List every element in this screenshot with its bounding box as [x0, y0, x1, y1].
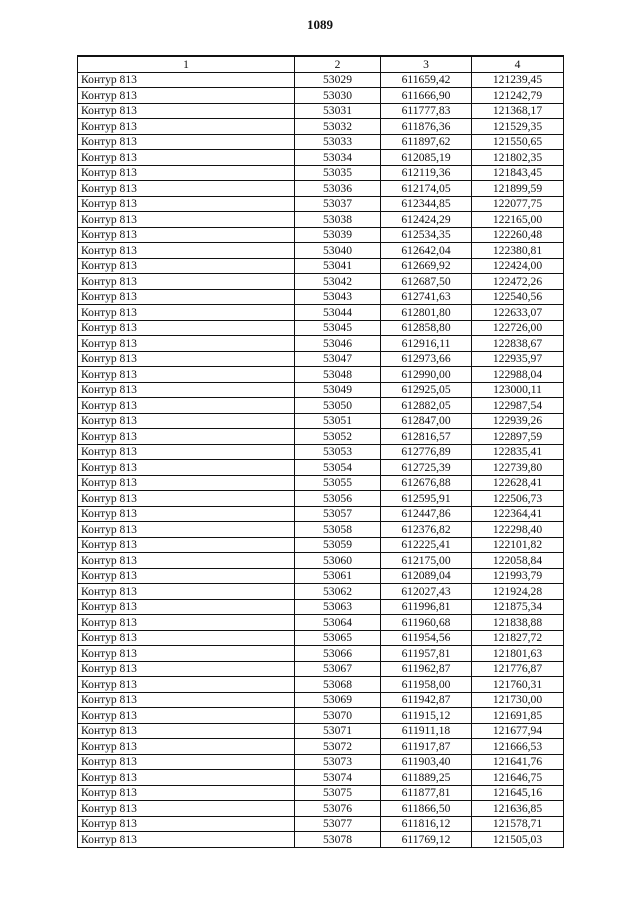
x-coordinate-cell: 612642,04	[381, 243, 472, 259]
x-coordinate-cell: 611777,83	[381, 103, 472, 119]
x-coordinate-cell: 612089,04	[381, 568, 472, 584]
y-coordinate-cell: 122380,81	[472, 243, 564, 259]
y-coordinate-cell: 121802,35	[472, 150, 564, 166]
contour-name-cell: Контур 813	[78, 754, 295, 770]
x-coordinate-cell: 611866,50	[381, 801, 472, 817]
column-header-3: 3	[381, 56, 472, 72]
contour-name-cell: Контур 813	[78, 382, 295, 398]
table-row	[78, 88, 564, 104]
table-row	[78, 537, 564, 553]
table-row	[78, 723, 564, 739]
x-coordinate-cell: 612687,50	[381, 274, 472, 290]
contour-name-cell: Контур 813	[78, 832, 295, 848]
x-coordinate-cell: 612175,00	[381, 553, 472, 569]
contour-name-cell: Контур 813	[78, 103, 295, 119]
x-coordinate-cell: 611666,90	[381, 88, 472, 104]
y-coordinate-cell: 121760,31	[472, 677, 564, 693]
point-number-cell: 53058	[295, 522, 381, 538]
table-header	[78, 56, 564, 72]
x-coordinate-cell: 612085,19	[381, 150, 472, 166]
x-coordinate-cell: 612225,41	[381, 537, 472, 553]
table-row	[78, 320, 564, 336]
table-row	[78, 801, 564, 817]
x-coordinate-cell: 612847,00	[381, 413, 472, 429]
contour-name-cell: Контур 813	[78, 491, 295, 507]
y-coordinate-cell: 121645,16	[472, 785, 564, 801]
x-coordinate-cell: 612858,80	[381, 320, 472, 336]
table-row	[78, 491, 564, 507]
table-row	[78, 351, 564, 367]
table-row	[78, 196, 564, 212]
x-coordinate-cell: 612344,85	[381, 196, 472, 212]
y-coordinate-cell: 122424,00	[472, 258, 564, 274]
table-row	[78, 367, 564, 383]
contour-name-cell: Контур 813	[78, 351, 295, 367]
y-coordinate-cell: 122506,73	[472, 491, 564, 507]
y-coordinate-cell: 121242,79	[472, 88, 564, 104]
point-number-cell: 53067	[295, 661, 381, 677]
x-coordinate-cell: 612816,57	[381, 429, 472, 445]
y-coordinate-cell: 121776,87	[472, 661, 564, 677]
contour-name-cell: Контур 813	[78, 398, 295, 414]
point-number-cell: 53061	[295, 568, 381, 584]
y-coordinate-cell: 121666,53	[472, 739, 564, 755]
table-row	[78, 336, 564, 352]
contour-name-cell: Контур 813	[78, 615, 295, 631]
coordinates-table	[77, 55, 564, 848]
point-number-cell: 53047	[295, 351, 381, 367]
x-coordinate-cell: 612424,29	[381, 212, 472, 228]
contour-name-cell: Контур 813	[78, 336, 295, 352]
point-number-cell: 53074	[295, 770, 381, 786]
x-coordinate-cell: 612595,91	[381, 491, 472, 507]
point-number-cell: 53038	[295, 212, 381, 228]
y-coordinate-cell: 122987,54	[472, 398, 564, 414]
point-number-cell: 53059	[295, 537, 381, 553]
table-body	[78, 72, 564, 847]
y-coordinate-cell: 122058,84	[472, 553, 564, 569]
point-number-cell: 53042	[295, 274, 381, 290]
y-coordinate-cell: 122472,26	[472, 274, 564, 290]
contour-name-cell: Контур 813	[78, 692, 295, 708]
point-number-cell: 53053	[295, 444, 381, 460]
table-row	[78, 165, 564, 181]
x-coordinate-cell: 611942,87	[381, 692, 472, 708]
y-coordinate-cell: 121924,28	[472, 584, 564, 600]
contour-name-cell: Контур 813	[78, 88, 295, 104]
y-coordinate-cell: 121641,76	[472, 754, 564, 770]
contour-name-cell: Контур 813	[78, 522, 295, 538]
point-number-cell: 53076	[295, 801, 381, 817]
point-number-cell: 53078	[295, 832, 381, 848]
point-number-cell: 53029	[295, 72, 381, 88]
y-coordinate-cell: 121239,45	[472, 72, 564, 88]
table-row	[78, 398, 564, 414]
y-coordinate-cell: 122077,75	[472, 196, 564, 212]
point-number-cell: 53057	[295, 506, 381, 522]
point-number-cell: 53032	[295, 119, 381, 135]
point-number-cell: 53049	[295, 382, 381, 398]
y-coordinate-cell: 121368,17	[472, 103, 564, 119]
contour-name-cell: Контур 813	[78, 646, 295, 662]
table-row	[78, 832, 564, 848]
table-row	[78, 212, 564, 228]
y-coordinate-cell: 122101,82	[472, 537, 564, 553]
table-row	[78, 243, 564, 259]
contour-name-cell: Контур 813	[78, 72, 295, 88]
table-row	[78, 227, 564, 243]
point-number-cell: 53052	[295, 429, 381, 445]
point-number-cell: 53044	[295, 305, 381, 321]
y-coordinate-cell: 122838,67	[472, 336, 564, 352]
x-coordinate-cell: 612119,36	[381, 165, 472, 181]
x-coordinate-cell: 611903,40	[381, 754, 472, 770]
point-number-cell: 53077	[295, 816, 381, 832]
y-coordinate-cell: 122988,04	[472, 367, 564, 383]
x-coordinate-cell: 611962,87	[381, 661, 472, 677]
contour-name-cell: Контур 813	[78, 568, 295, 584]
point-number-cell: 53055	[295, 475, 381, 491]
y-coordinate-cell: 121875,34	[472, 599, 564, 615]
y-coordinate-cell: 121636,85	[472, 801, 564, 817]
point-number-cell: 53060	[295, 553, 381, 569]
contour-name-cell: Контур 813	[78, 444, 295, 460]
contour-name-cell: Контур 813	[78, 429, 295, 445]
contour-name-cell: Контур 813	[78, 677, 295, 693]
contour-name-cell: Контур 813	[78, 475, 295, 491]
x-coordinate-cell: 612916,11	[381, 336, 472, 352]
x-coordinate-cell: 612741,63	[381, 289, 472, 305]
table-row	[78, 460, 564, 476]
contour-name-cell: Контур 813	[78, 723, 295, 739]
y-coordinate-cell: 122628,41	[472, 475, 564, 491]
point-number-cell: 53068	[295, 677, 381, 693]
column-header-2: 2	[295, 56, 381, 72]
point-number-cell: 53073	[295, 754, 381, 770]
table-row	[78, 382, 564, 398]
y-coordinate-cell: 122739,80	[472, 460, 564, 476]
contour-name-cell: Контур 813	[78, 305, 295, 321]
table-row	[78, 553, 564, 569]
y-coordinate-cell: 121827,72	[472, 630, 564, 646]
table-row	[78, 677, 564, 693]
table-row	[78, 630, 564, 646]
contour-name-cell: Контур 813	[78, 181, 295, 197]
x-coordinate-cell: 612990,00	[381, 367, 472, 383]
point-number-cell: 53034	[295, 150, 381, 166]
contour-name-cell: Контур 813	[78, 274, 295, 290]
y-coordinate-cell: 123000,11	[472, 382, 564, 398]
contour-name-cell: Контур 813	[78, 537, 295, 553]
contour-name-cell: Контур 813	[78, 134, 295, 150]
contour-name-cell: Контур 813	[78, 708, 295, 724]
table-row	[78, 692, 564, 708]
table-row	[78, 584, 564, 600]
table-row	[78, 661, 564, 677]
y-coordinate-cell: 121529,35	[472, 119, 564, 135]
table-row	[78, 305, 564, 321]
table-row	[78, 181, 564, 197]
y-coordinate-cell: 122897,59	[472, 429, 564, 445]
x-coordinate-cell: 612725,39	[381, 460, 472, 476]
header-row	[78, 56, 564, 72]
x-coordinate-cell: 611960,68	[381, 615, 472, 631]
y-coordinate-cell: 122298,40	[472, 522, 564, 538]
contour-name-cell: Контур 813	[78, 506, 295, 522]
table-row	[78, 615, 564, 631]
x-coordinate-cell: 611897,62	[381, 134, 472, 150]
table-row	[78, 150, 564, 166]
point-number-cell: 53046	[295, 336, 381, 352]
point-number-cell: 53039	[295, 227, 381, 243]
point-number-cell: 53041	[295, 258, 381, 274]
point-number-cell: 53045	[295, 320, 381, 336]
x-coordinate-cell: 611769,12	[381, 832, 472, 848]
table-row	[78, 289, 564, 305]
point-number-cell: 53056	[295, 491, 381, 507]
point-number-cell: 53063	[295, 599, 381, 615]
table-row	[78, 770, 564, 786]
point-number-cell: 53035	[295, 165, 381, 181]
y-coordinate-cell: 121801,63	[472, 646, 564, 662]
point-number-cell: 53070	[295, 708, 381, 724]
contour-name-cell: Контур 813	[78, 630, 295, 646]
point-number-cell: 53066	[295, 646, 381, 662]
y-coordinate-cell: 121646,75	[472, 770, 564, 786]
x-coordinate-cell: 612676,88	[381, 475, 472, 491]
point-number-cell: 53033	[295, 134, 381, 150]
point-number-cell: 53030	[295, 88, 381, 104]
y-coordinate-cell: 122364,41	[472, 506, 564, 522]
y-coordinate-cell: 122939,26	[472, 413, 564, 429]
x-coordinate-cell: 611996,81	[381, 599, 472, 615]
point-number-cell: 53043	[295, 289, 381, 305]
table-row	[78, 599, 564, 615]
x-coordinate-cell: 612534,35	[381, 227, 472, 243]
contour-name-cell: Контур 813	[78, 553, 295, 569]
table-row	[78, 444, 564, 460]
table-row	[78, 258, 564, 274]
contour-name-cell: Контур 813	[78, 119, 295, 135]
x-coordinate-cell: 612447,86	[381, 506, 472, 522]
column-header-4: 4	[472, 56, 564, 72]
x-coordinate-cell: 611659,42	[381, 72, 472, 88]
x-coordinate-cell: 612376,82	[381, 522, 472, 538]
table-row	[78, 475, 564, 491]
y-coordinate-cell: 121677,94	[472, 723, 564, 739]
point-number-cell: 53065	[295, 630, 381, 646]
table-row	[78, 739, 564, 755]
x-coordinate-cell: 612669,92	[381, 258, 472, 274]
table-row	[78, 708, 564, 724]
contour-name-cell: Контур 813	[78, 413, 295, 429]
contour-name-cell: Контур 813	[78, 227, 295, 243]
x-coordinate-cell: 611957,81	[381, 646, 472, 662]
y-coordinate-cell: 121843,45	[472, 165, 564, 181]
contour-name-cell: Контур 813	[78, 584, 295, 600]
x-coordinate-cell: 611816,12	[381, 816, 472, 832]
contour-name-cell: Контур 813	[78, 599, 295, 615]
contour-name-cell: Контур 813	[78, 196, 295, 212]
point-number-cell: 53075	[295, 785, 381, 801]
point-number-cell: 53064	[295, 615, 381, 631]
y-coordinate-cell: 121993,79	[472, 568, 564, 584]
x-coordinate-cell: 611915,12	[381, 708, 472, 724]
y-coordinate-cell: 122726,00	[472, 320, 564, 336]
contour-name-cell: Контур 813	[78, 801, 295, 817]
contour-name-cell: Контур 813	[78, 165, 295, 181]
table-row	[78, 274, 564, 290]
point-number-cell: 53062	[295, 584, 381, 600]
contour-name-cell: Контур 813	[78, 816, 295, 832]
point-number-cell: 53051	[295, 413, 381, 429]
contour-name-cell: Контур 813	[78, 258, 295, 274]
x-coordinate-cell: 611889,25	[381, 770, 472, 786]
contour-name-cell: Контур 813	[78, 770, 295, 786]
y-coordinate-cell: 122540,56	[472, 289, 564, 305]
contour-name-cell: Контур 813	[78, 785, 295, 801]
table-row	[78, 506, 564, 522]
x-coordinate-cell: 612174,05	[381, 181, 472, 197]
table-row	[78, 134, 564, 150]
contour-name-cell: Контур 813	[78, 212, 295, 228]
table-row	[78, 119, 564, 135]
x-coordinate-cell: 612882,05	[381, 398, 472, 414]
point-number-cell: 53054	[295, 460, 381, 476]
y-coordinate-cell: 122633,07	[472, 305, 564, 321]
table-row	[78, 429, 564, 445]
x-coordinate-cell: 611958,00	[381, 677, 472, 693]
table-row	[78, 522, 564, 538]
table-row	[78, 103, 564, 119]
y-coordinate-cell: 121899,59	[472, 181, 564, 197]
contour-name-cell: Контур 813	[78, 661, 295, 677]
point-number-cell: 53048	[295, 367, 381, 383]
y-coordinate-cell: 122935,97	[472, 351, 564, 367]
table-row	[78, 816, 564, 832]
contour-name-cell: Контур 813	[78, 367, 295, 383]
contour-name-cell: Контур 813	[78, 739, 295, 755]
x-coordinate-cell: 612973,66	[381, 351, 472, 367]
y-coordinate-cell: 121550,65	[472, 134, 564, 150]
table-row	[78, 413, 564, 429]
table-row	[78, 72, 564, 88]
point-number-cell: 53072	[295, 739, 381, 755]
x-coordinate-cell: 611917,87	[381, 739, 472, 755]
contour-name-cell: Контур 813	[78, 243, 295, 259]
table-row	[78, 785, 564, 801]
contour-name-cell: Контур 813	[78, 460, 295, 476]
x-coordinate-cell: 611911,18	[381, 723, 472, 739]
x-coordinate-cell: 612801,80	[381, 305, 472, 321]
table-row	[78, 568, 564, 584]
page-number: 1089	[307, 17, 333, 32]
y-coordinate-cell: 121691,85	[472, 708, 564, 724]
y-coordinate-cell: 122260,48	[472, 227, 564, 243]
y-coordinate-cell: 121578,71	[472, 816, 564, 832]
y-coordinate-cell: 121505,03	[472, 832, 564, 848]
y-coordinate-cell: 121730,00	[472, 692, 564, 708]
contour-name-cell: Контур 813	[78, 289, 295, 305]
x-coordinate-cell: 611954,56	[381, 630, 472, 646]
x-coordinate-cell: 612776,89	[381, 444, 472, 460]
contour-name-cell: Контур 813	[78, 150, 295, 166]
x-coordinate-cell: 611876,36	[381, 119, 472, 135]
point-number-cell: 53037	[295, 196, 381, 212]
point-number-cell: 53031	[295, 103, 381, 119]
y-coordinate-cell: 122165,00	[472, 212, 564, 228]
y-coordinate-cell: 122835,41	[472, 444, 564, 460]
x-coordinate-cell: 611877,81	[381, 785, 472, 801]
table-row	[78, 754, 564, 770]
table-row	[78, 646, 564, 662]
point-number-cell: 53050	[295, 398, 381, 414]
y-coordinate-cell: 121838,88	[472, 615, 564, 631]
contour-name-cell: Контур 813	[78, 320, 295, 336]
point-number-cell: 53069	[295, 692, 381, 708]
x-coordinate-cell: 612925,05	[381, 382, 472, 398]
point-number-cell: 53040	[295, 243, 381, 259]
point-number-cell: 53036	[295, 181, 381, 197]
column-header-1: 1	[78, 56, 295, 72]
point-number-cell: 53071	[295, 723, 381, 739]
x-coordinate-cell: 612027,43	[381, 584, 472, 600]
